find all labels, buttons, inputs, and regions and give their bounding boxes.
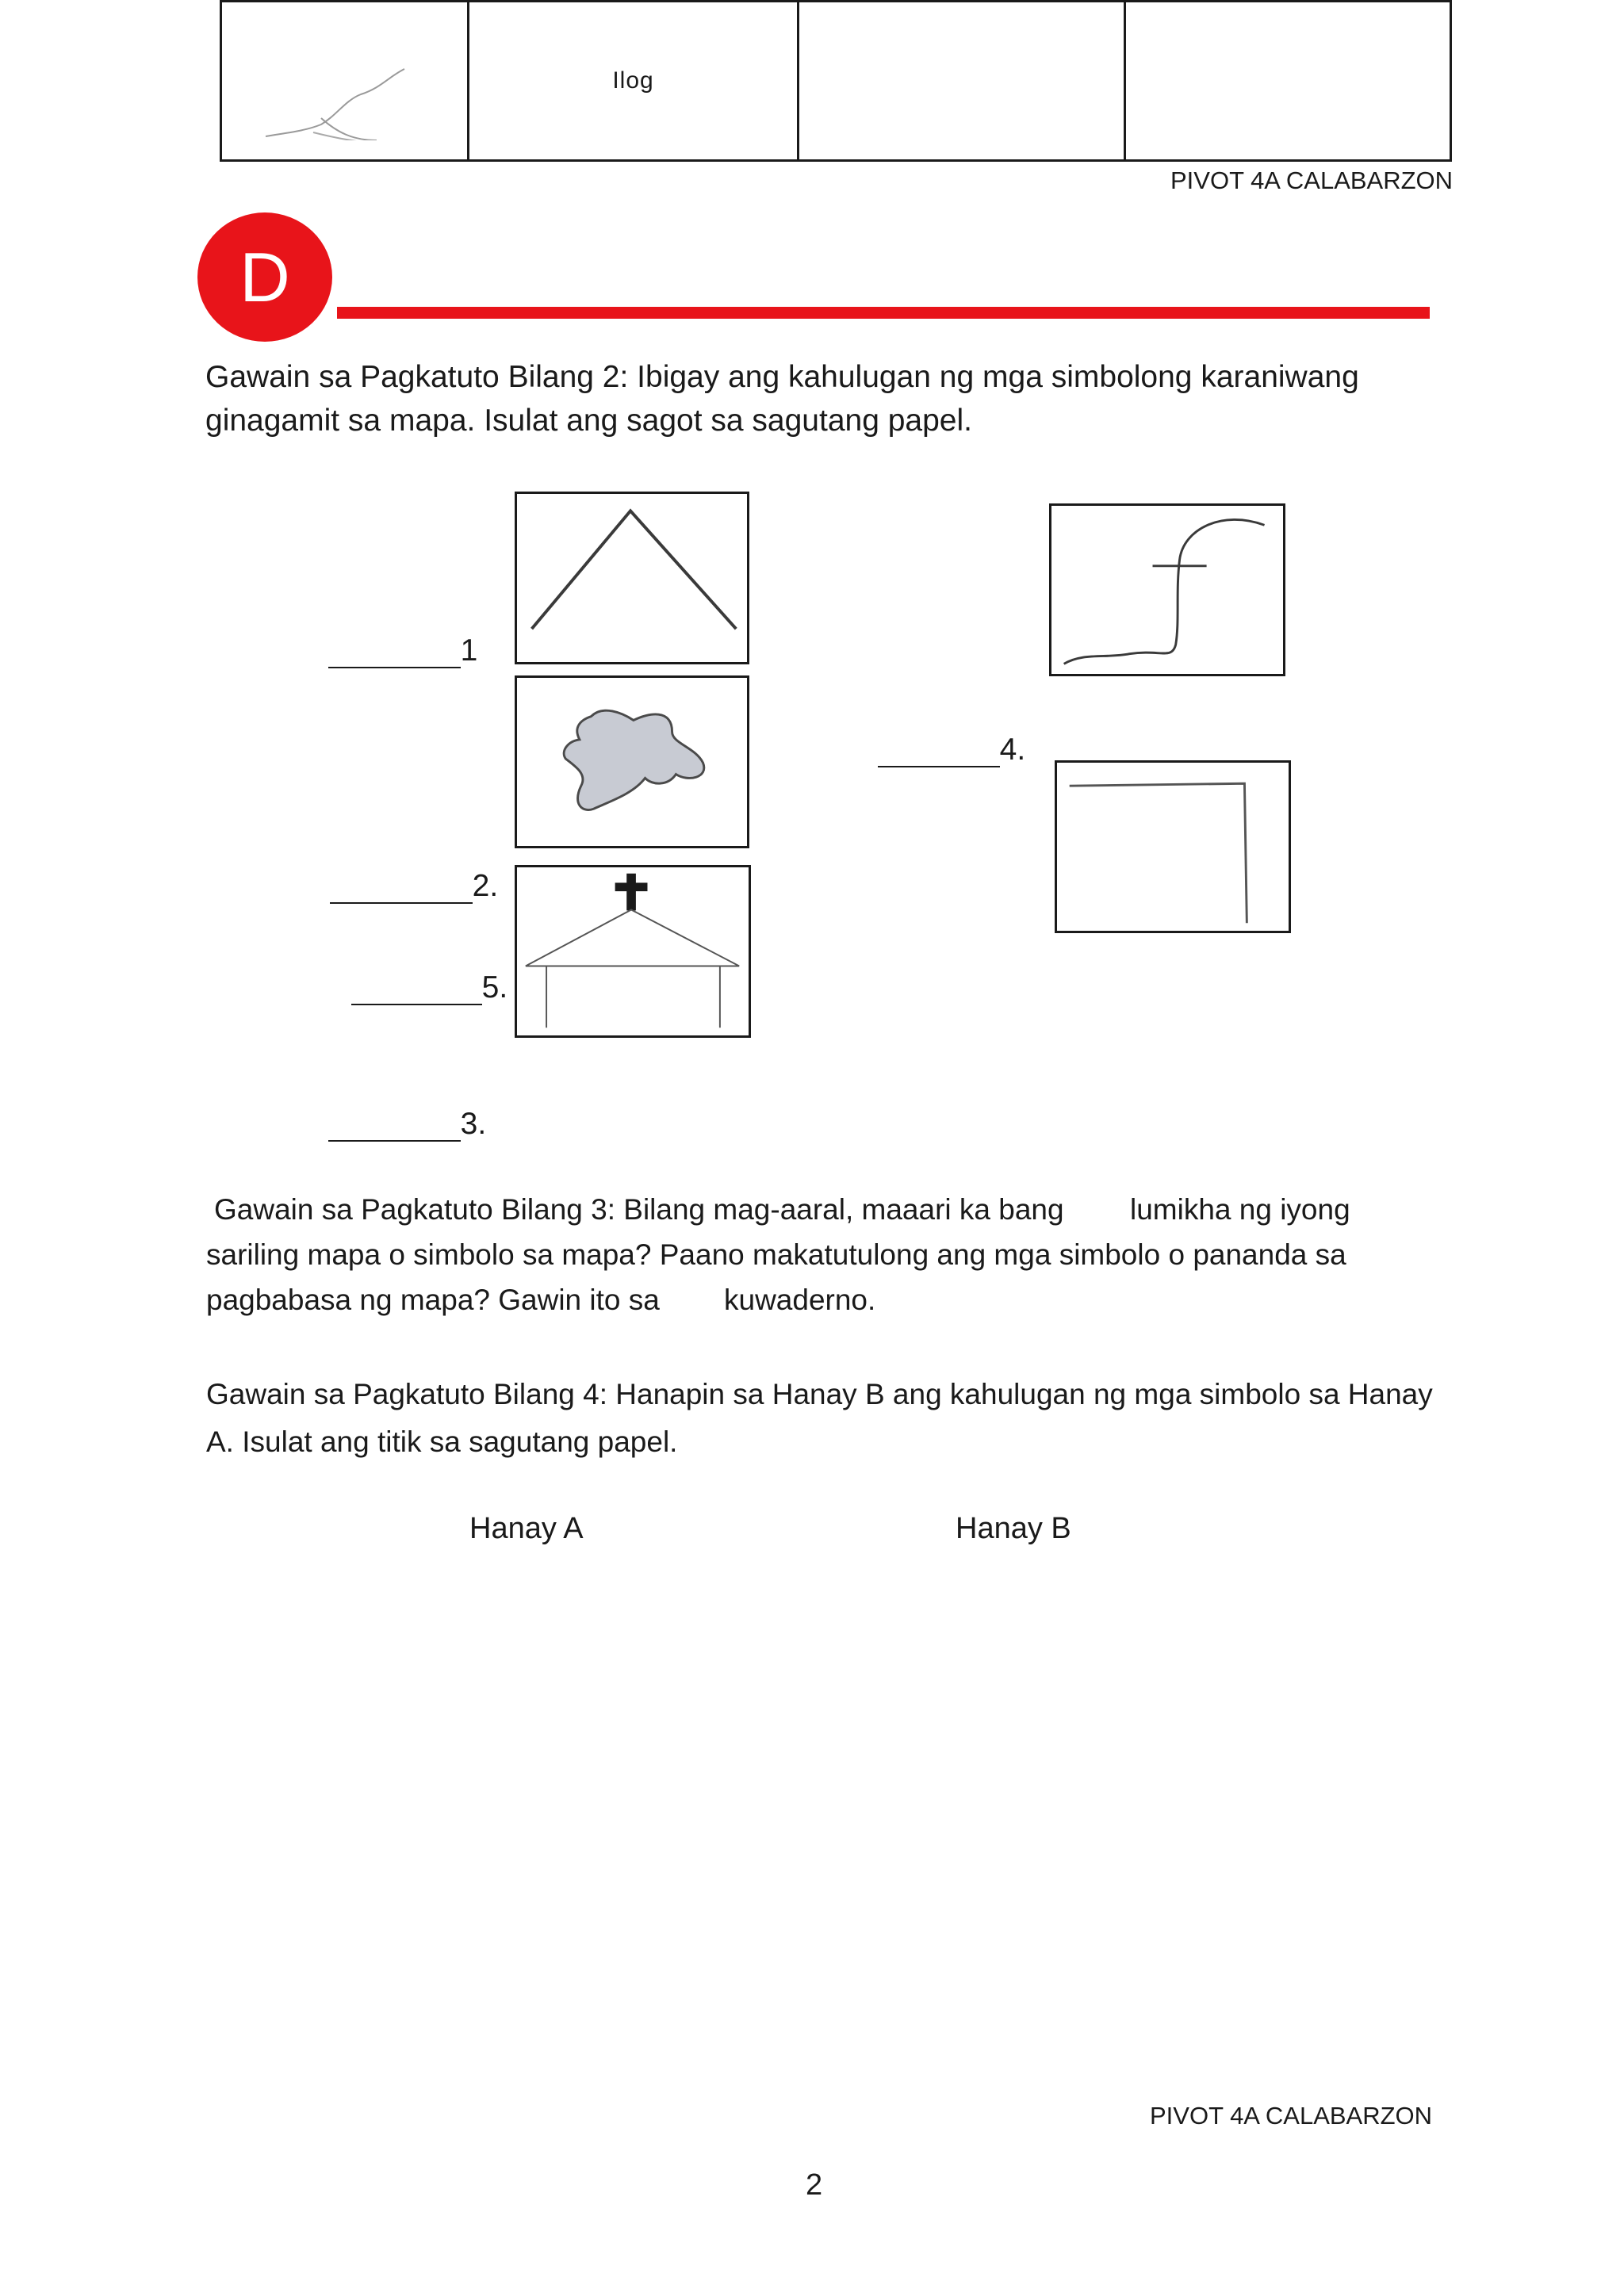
activity4-line1: Gawain sa Pagkatuto Bilang 4: Hanapin sa Hanay B ang kahulugan ng mga simbolo sa Hanay: [206, 1378, 1433, 1410]
empty-cell: [799, 2, 1126, 159]
river-symbol-cell: [222, 2, 469, 159]
activity3-line2: sariling mapa o simbolo sa mapa? Paano makatutulong ang mga simbolo o pananda sa: [206, 1238, 1346, 1271]
lake-icon: [517, 678, 747, 846]
symbol-table: [220, 0, 1452, 162]
mountain-icon: [517, 494, 747, 662]
boundary-icon: [1057, 763, 1289, 931]
activity3-line3b: kuwaderno.: [724, 1284, 876, 1316]
section-badge: D: [197, 212, 332, 342]
empty-cell: [1126, 2, 1450, 159]
item-label-3: 3.: [460, 1107, 487, 1141]
lake-symbol-box: [515, 675, 749, 848]
river-icon: [242, 21, 448, 140]
church-icon: [517, 867, 749, 1035]
road-icon: [1051, 506, 1283, 674]
item-label-2: 2.: [472, 869, 499, 903]
activity3-line1a: Gawain sa Pagkatuto Bilang 3: Bilang mag-aaral, maaari ka bang: [214, 1193, 1064, 1226]
section-divider: [337, 307, 1430, 319]
answer-blank-5[interactable]: [334, 936, 508, 1005]
activity3-line1b: lumikha ng iyong: [1130, 1193, 1350, 1226]
footer-text: PIVOT 4A CALABARZON: [1150, 2102, 1433, 2130]
answer-blank-2[interactable]: [312, 834, 498, 904]
river-label-cell: [469, 2, 799, 159]
answer-blank-4[interactable]: [860, 698, 1025, 767]
header-footer-text: PIVOT 4A CALABARZON: [1170, 166, 1454, 194]
boundary-symbol-box: [1055, 760, 1291, 933]
item-label-5: 5.: [481, 970, 508, 1004]
answer-blank-1[interactable]: [311, 599, 477, 668]
church-symbol-box: [515, 865, 751, 1038]
activity2-line2: ginagamit sa mapa. Isulat ang sagot sa sagutang papel.: [205, 404, 972, 438]
activity3-line3a: pagbabasa ng mapa? Gawin ito sa: [206, 1284, 660, 1316]
item-label-4: 4.: [999, 733, 1026, 767]
road-symbol-box: [1049, 503, 1285, 676]
answer-blank-3[interactable]: [311, 1072, 486, 1142]
column-a-heading: Hanay A: [469, 1512, 584, 1545]
activity4-line2: A. Isulat ang titik sa sagutang papel.: [206, 1425, 678, 1458]
mountain-symbol-box: [515, 492, 749, 664]
page-number: 2: [806, 2168, 823, 2202]
column-b-heading: Hanay B: [956, 1512, 1071, 1545]
activity2-line1: Gawain sa Pagkatuto Bilang 2: Ibigay ang kahulugan ng mga simbolong karaniwang: [205, 360, 1359, 394]
river-label: Ilog: [612, 67, 654, 94]
item-label-1: 1: [460, 633, 478, 668]
